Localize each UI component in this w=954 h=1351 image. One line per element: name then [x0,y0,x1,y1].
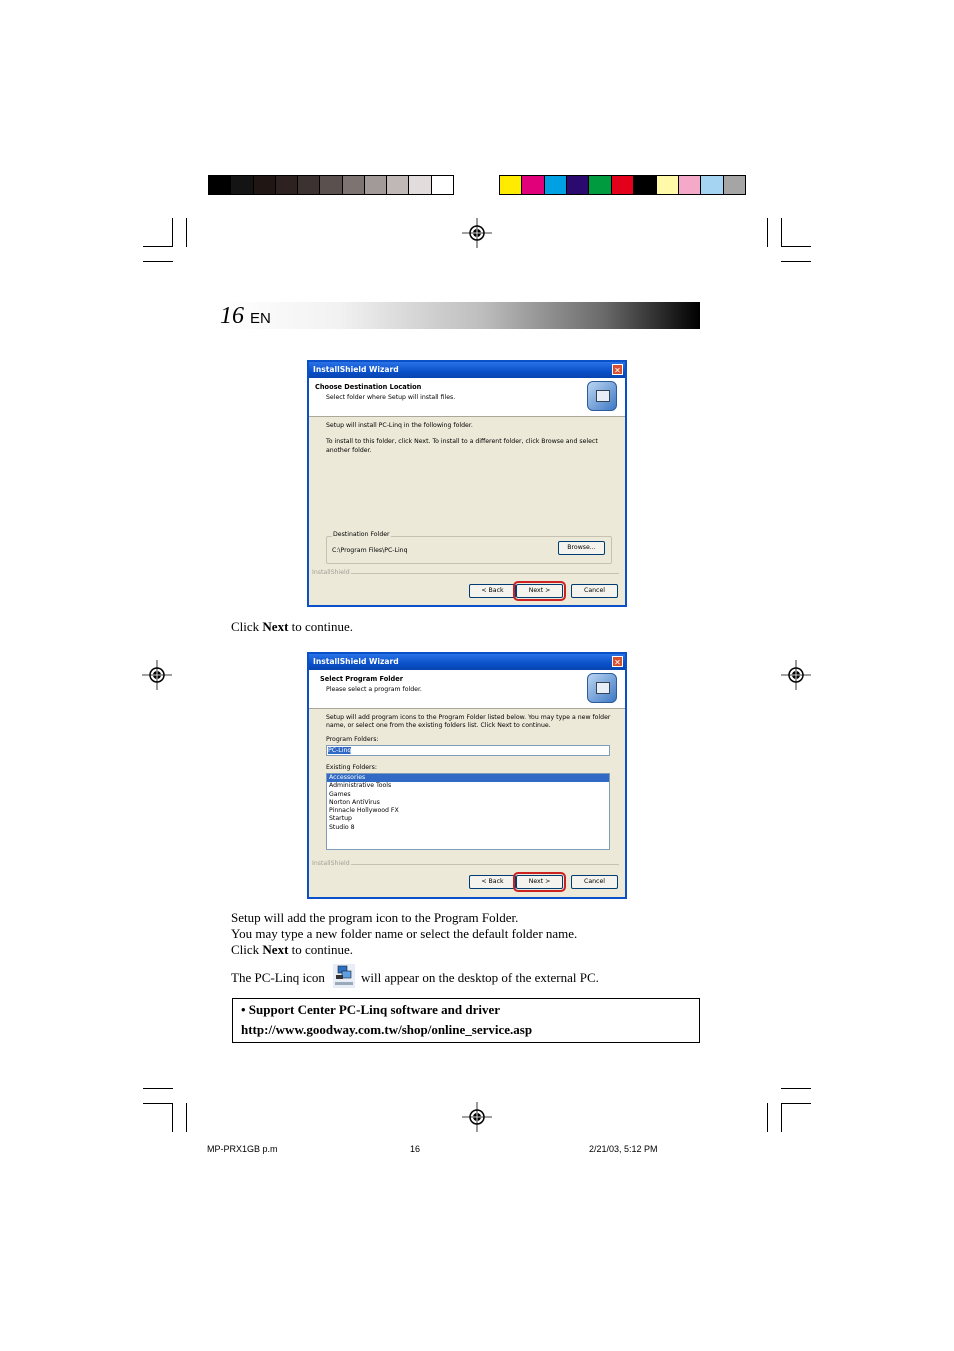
folder-list-item[interactable]: Games [329,790,351,798]
installer-computer-icon [587,381,617,411]
next-button[interactable]: Next > [516,584,563,598]
color-swatch [343,176,365,194]
footer-date: 2/21/03, 5:12 PM [589,1144,658,1154]
footer-page: 16 [410,1144,421,1154]
crop-mark [781,1103,811,1104]
pc-linq-app-icon [333,964,355,988]
color-swatch [387,176,409,194]
cancel-button[interactable]: Cancel [571,584,618,598]
color-swatch [298,176,320,194]
caption-text: Click [231,942,263,957]
dialog-subheading: Please select a program folder. [326,686,422,693]
registration-mark-icon [781,660,811,690]
support-note-title: • Support Center PC-Linq software and driver [241,1002,501,1017]
close-icon[interactable]: ✕ [612,364,623,375]
caption-bold: Next [262,619,289,634]
dialog-text: To install to this folder, click Next. To install to a different folder, click Browse and select [326,438,598,445]
installshield-brand: InstallShield [312,569,350,576]
dialog-title-bar [309,654,625,670]
crop-mark [767,218,768,247]
icon-sentence-start: The PC-Linq icon [231,970,325,985]
support-center-note [232,998,700,1043]
color-swatch [589,176,611,194]
color-swatch [365,176,387,194]
color-swatch [432,176,453,194]
crop-mark [143,261,173,262]
page-header-band [218,302,700,329]
gray-calibration-bar [208,175,454,195]
back-button[interactable]: < Back [469,875,516,889]
crop-mark [172,1103,173,1132]
color-swatch [724,176,745,194]
caption-line: Setup will add the program icon to the Program Folder. [231,910,519,925]
crop-mark [781,261,811,262]
dialog-text: name, or select one from the existing folders list. Click Next to continue. [326,722,551,729]
caption-click-next [231,619,353,635]
folder-list-item[interactable]: Studio 8 [329,823,355,831]
color-swatch [276,176,298,194]
crop-mark [172,218,173,247]
crop-mark [781,1103,782,1132]
color-swatch [567,176,589,194]
program-folder-input[interactable] [326,745,610,756]
folder-list-item[interactable]: Pinnacle Hollywood FX [329,807,399,815]
color-swatch [231,176,253,194]
registration-mark-icon [462,218,492,248]
dialog-text: another folder. [326,447,372,454]
installer-computer-icon [587,673,617,703]
color-swatch [500,176,522,194]
registration-mark-icon [462,1102,492,1132]
color-swatch [657,176,679,194]
cancel-button[interactable]: Cancel [571,875,618,889]
color-swatch [522,176,544,194]
crop-mark [143,1103,173,1104]
color-swatch [254,176,276,194]
color-swatch [701,176,723,194]
dialog-header [309,378,625,417]
installshield-dialog-program-folder [307,652,627,899]
folder-list-item[interactable]: Startup [329,815,352,823]
dialog-subheading: Select folder where Setup will install files. [326,394,456,401]
folder-list-item[interactable]: Accessories [327,774,609,782]
dialog-title: InstallShield Wizard [313,365,399,374]
icon-sentence-end: will appear on the desktop of the external PC. [361,970,599,985]
program-folders-label: Program Folders: [326,736,379,743]
crop-mark [143,246,173,247]
crop-mark [781,1088,811,1089]
footer-filename: MP-PRX1GB p.m [207,1144,278,1154]
color-swatch [679,176,701,194]
crop-mark [186,1103,187,1132]
footer-divider [351,573,619,574]
footer-divider [351,864,619,865]
installshield-brand: InstallShield [312,860,350,867]
close-icon[interactable]: ✕ [612,656,623,667]
caption-line: You may type a new folder name or select the default folder name. [231,926,578,941]
caption-bold: Next [262,942,289,957]
destination-folder-path: C:\Program Files\PC-Linq [332,547,408,554]
next-button[interactable]: Next > [516,875,563,889]
destination-folder-label: Destination Folder [333,531,390,538]
crop-mark [186,218,187,247]
page-language: EN [250,310,271,327]
caption-text: to continue. [288,619,354,634]
caption-click-next [231,942,353,958]
crop-mark [767,1103,768,1132]
dialog-heading: Choose Destination Location [315,383,422,391]
support-url-link[interactable]: http://www.goodway.com.tw/shop/online_service.asp [241,1022,533,1037]
dialog-text: Setup will add program icons to the Program Folder listed below. You may type a new folder [326,714,611,721]
caption-text: to continue. [288,942,354,957]
registration-mark-icon [142,660,172,690]
dialog-title: InstallShield Wizard [313,657,399,666]
program-folder-value: PC-Linq [328,747,352,754]
dialog-header [309,670,625,709]
existing-folders-list[interactable] [326,773,610,850]
color-calibration-bar [499,175,746,195]
back-button[interactable]: < Back [469,584,516,598]
dialog-heading: Select Program Folder [320,675,403,683]
color-swatch [612,176,634,194]
crop-mark [781,218,782,247]
folder-list-item[interactable]: Norton AntiVirus [329,798,380,806]
dialog-title-bar [309,362,625,378]
crop-mark [143,1088,173,1089]
color-swatch [409,176,431,194]
color-swatch [545,176,567,194]
existing-folders-label: Existing Folders: [326,764,377,771]
caption-text: Click [231,619,263,634]
color-swatch [634,176,656,194]
folder-list-item[interactable]: Administrative Tools [329,782,392,790]
crop-mark [781,246,811,247]
page-number: 16 [220,303,244,329]
color-swatch [209,176,231,194]
browse-button[interactable]: Browse... [558,541,605,555]
color-swatch [320,176,342,194]
installshield-dialog-destination [307,360,627,607]
dialog-text: Setup will install PC-Linq in the following folder. [326,422,473,429]
